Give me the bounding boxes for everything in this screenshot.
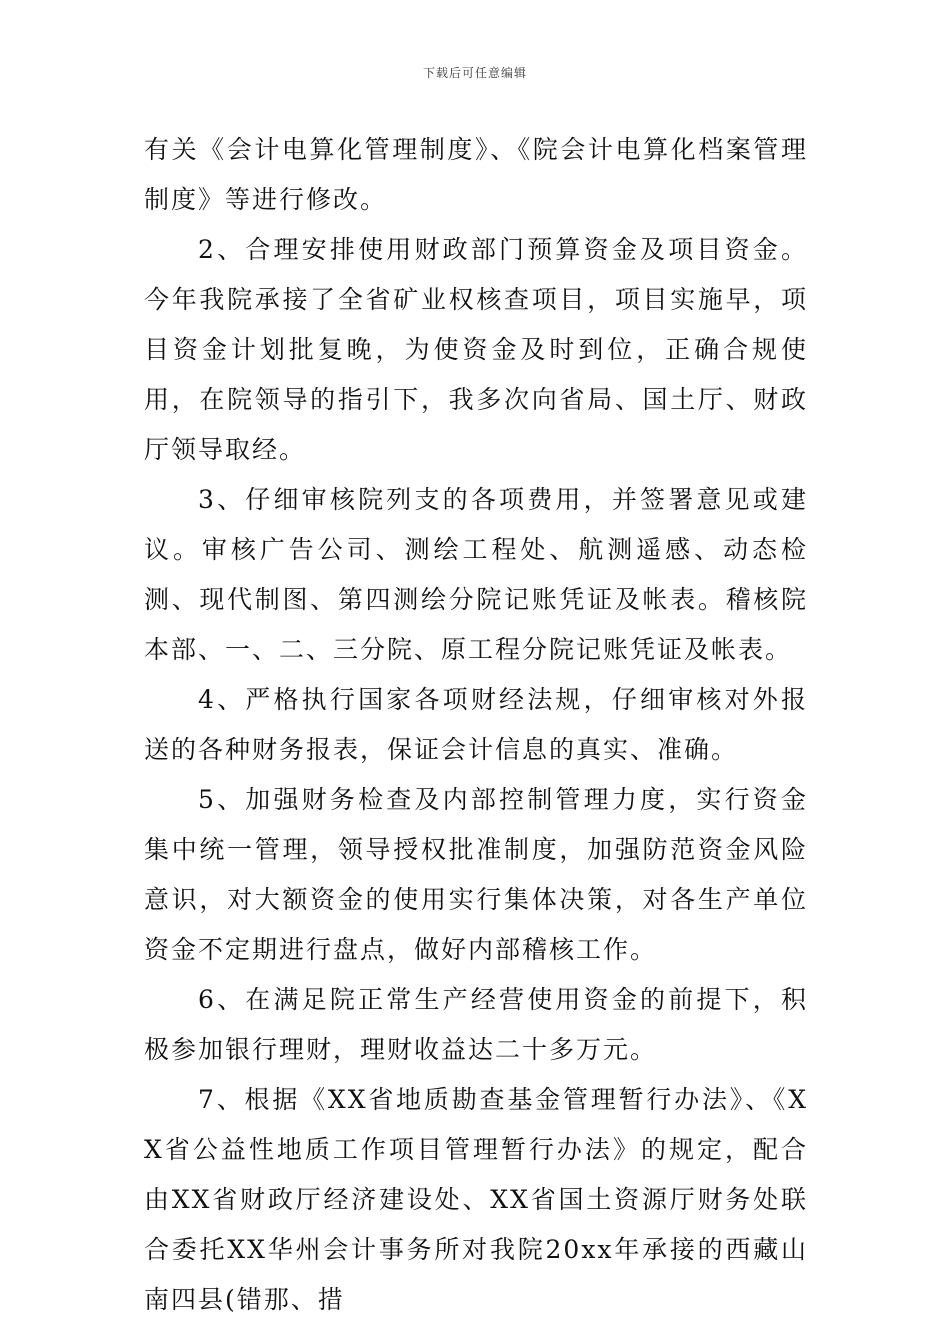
paragraph-item-7: 7、根据《XX省地质勘查基金管理暂行办法》、《XX省公益性地质工作项目管理暂行办法》的规定，配合由XX省财政厅经济建设处、XX省国土资源厅财务处联合委托XX华州会计事务所对我院20xx年承接的西藏山南四县(错那、措 [144,1085,808,1314]
page-header-note: 下载后可任意编辑 [422,66,527,80]
document-body [144,125,808,1325]
paragraph-item-6: 6、在满足院正常生产经营使用资金的前提下，积极参加银行理财，理财收益达二十多万元。 [144,985,808,1064]
paragraph-continuation: 有关《会计电算化管理制度》、《院会计电算化档案管理制度》等进行修改。 [144,135,808,214]
paragraph-item-4: 4、严格执行国家各项财经法规，仔细审核对外报送的各种财务报表，保证会计信息的真实、准确。 [144,685,808,764]
paragraph-item-2: 2、合理安排使用财政部门预算资金及项目资金。今年我院承接了全省矿业权核查项目，项目实施早，项目资金计划批复晚，为使资金及时到位，正确合规使用，在院领导的指引下，我多次向省局、国土厅、财政厅领导取经。 [144,235,808,464]
paragraph-item-3: 3、仔细审核院列支的各项费用，并签署意见或建议。审核广告公司、测绘工程处、航测遥感、动态检测、现代制图、第四测绘分院记账凭证及帐表。稽核院本部、一、二、三分院、原工程分院记账凭证及帐表。 [144,485,808,664]
paragraph-item-5: 5、加强财务检查及内部控制管理力度，实行资金集中统一管理，领导授权批准制度，加强防范资金风险意识，对大额资金的使用实行集体决策，对各生产单位资金不定期进行盘点，做好内部稽核工作。 [144,785,808,964]
